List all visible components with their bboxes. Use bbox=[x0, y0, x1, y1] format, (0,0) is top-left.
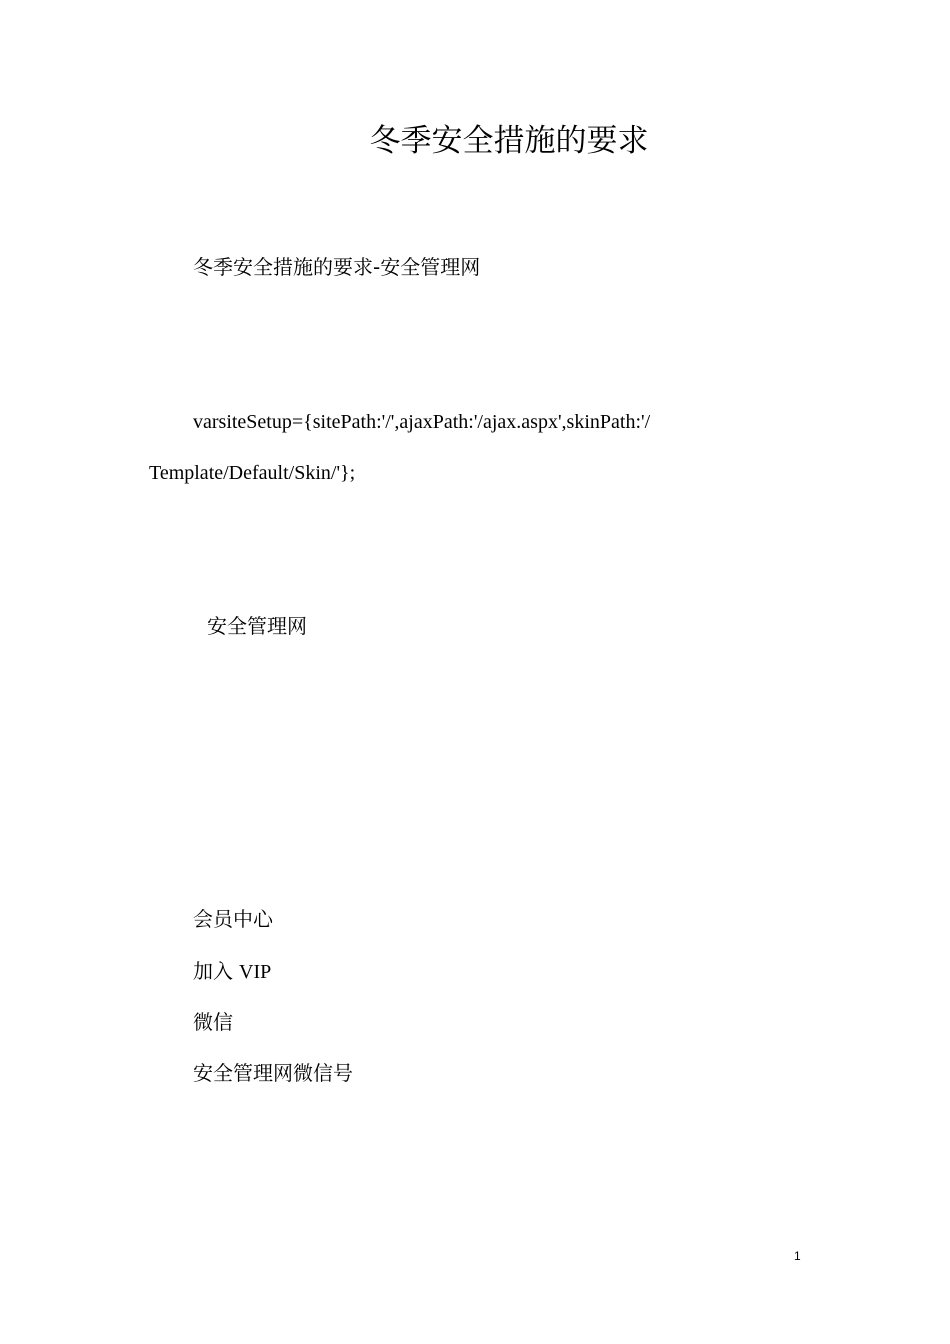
subtitle: 冬季安全措施的要求-安全管理网 bbox=[193, 255, 481, 279]
wechat-link[interactable]: 微信 bbox=[193, 1010, 233, 1034]
page-number: 1 bbox=[794, 1249, 801, 1263]
join-vip-label: VIP bbox=[239, 961, 272, 983]
site-name: 安全管理网 bbox=[207, 614, 307, 638]
script-text-line-1: varsiteSetup={sitePath:'/',ajaxPath:'/ajax.aspx',skinPath:'/ bbox=[193, 411, 651, 433]
wechat-account-text: 安全管理网微信号 bbox=[193, 1061, 353, 1085]
page-title: 冬季安全措施的要求 bbox=[369, 123, 649, 159]
join-vip-link[interactable] bbox=[193, 961, 271, 982]
join-vip-prefix: 加入 bbox=[193, 959, 233, 983]
member-center-link[interactable]: 会员中心 bbox=[193, 907, 273, 931]
script-text-line-2: Template/Default/Skin/'}; bbox=[149, 462, 356, 484]
